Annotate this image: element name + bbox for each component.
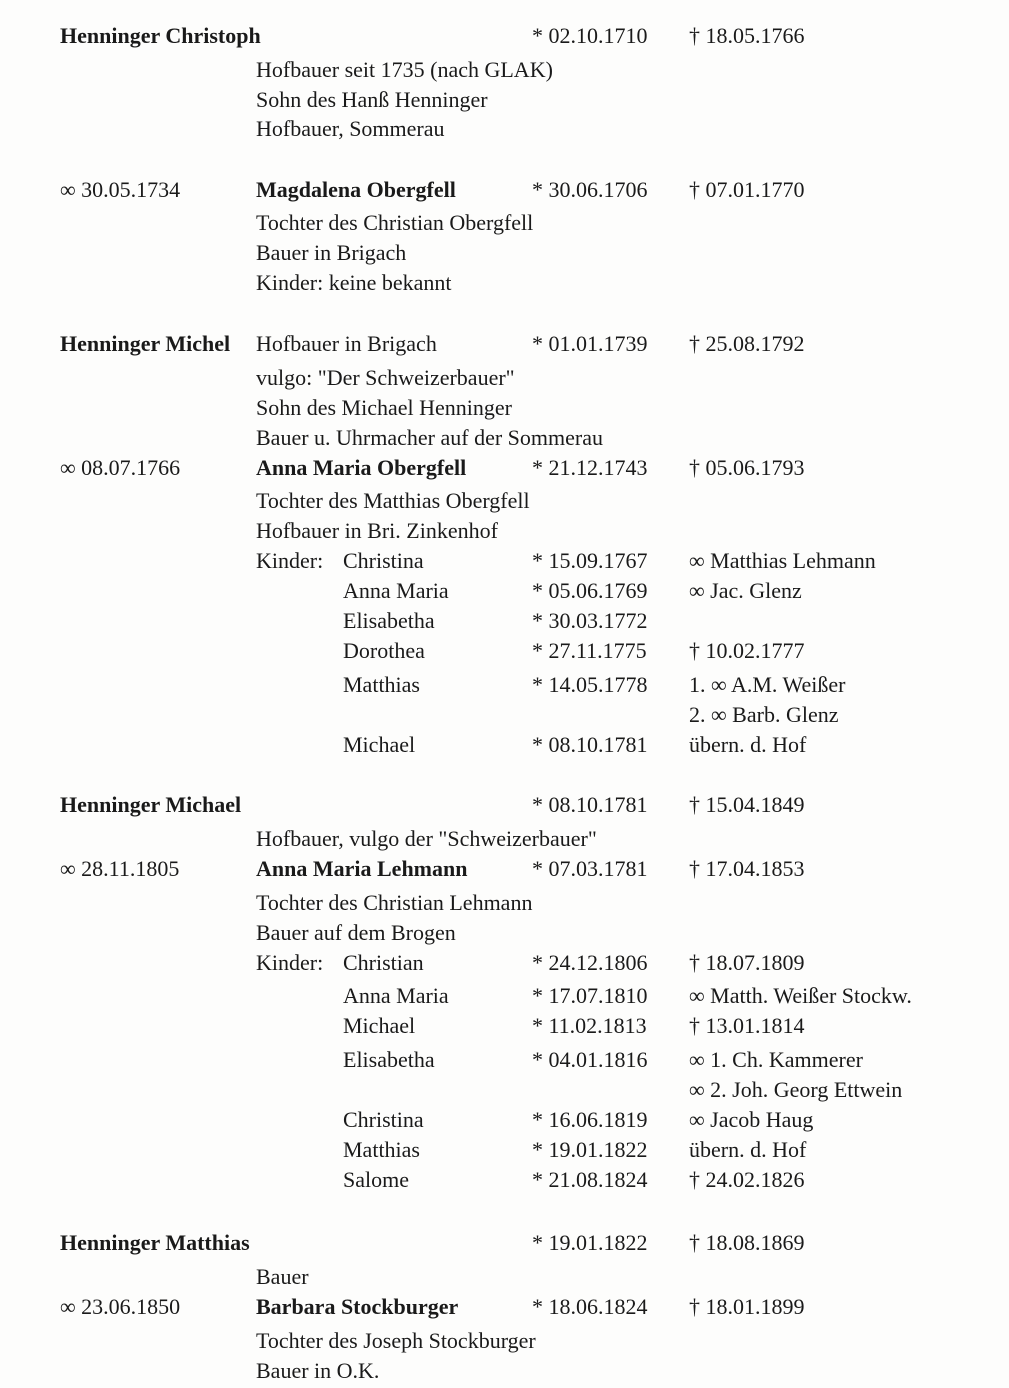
child-name: Matthias xyxy=(343,672,420,697)
detail-line: Sohn des Hanß Henninger xyxy=(256,87,488,112)
child-note: übern. d. Hof xyxy=(689,1137,807,1162)
spouse-name: Barbara Stockburger xyxy=(256,1294,459,1319)
child-note: ∞ 1. Ch. Kammerer xyxy=(689,1047,863,1072)
detail-line: Hofbauer seit 1735 (nach GLAK) xyxy=(256,57,553,82)
person-name: Henninger Michael xyxy=(60,792,242,817)
child-birth-date: * 24.12.1806 xyxy=(532,950,648,975)
child-name: Michael xyxy=(343,1013,416,1038)
child-birth-date: * 21.08.1824 xyxy=(532,1167,648,1192)
child-birth-date: * 04.01.1816 xyxy=(532,1047,648,1072)
birth-date: * 02.10.1710 xyxy=(532,23,648,48)
children-label: Kinder: xyxy=(256,548,324,573)
spouse-death-date: † 07.01.1770 xyxy=(689,177,805,202)
child-note: † 18.07.1809 xyxy=(689,950,805,975)
spouse-death-date: † 05.06.1793 xyxy=(689,455,805,480)
child-note: ∞ 2. Joh. Georg Ettwein xyxy=(689,1077,903,1102)
child-birth-date: * 16.06.1819 xyxy=(532,1107,648,1132)
spouse-detail-line: Bauer in Brigach xyxy=(256,240,407,265)
spouse-death-date: † 18.01.1899 xyxy=(689,1294,805,1319)
child-name: Christina xyxy=(343,1107,424,1132)
child-note: ∞ Jac. Glenz xyxy=(689,578,802,603)
person-name: Henninger Michel xyxy=(60,331,231,356)
detail-line: vulgo: "Der Schweizerbauer" xyxy=(256,365,515,390)
death-date: † 25.08.1792 xyxy=(689,331,805,356)
spouse-birth-date: * 30.06.1706 xyxy=(532,177,648,202)
birth-date: * 01.01.1739 xyxy=(532,331,648,356)
death-date: † 18.08.1869 xyxy=(689,1230,805,1255)
child-note: † 13.01.1814 xyxy=(689,1013,805,1038)
children-label: Kinder: xyxy=(256,950,324,975)
spouse-name: Anna Maria Obergfell xyxy=(256,455,467,480)
child-note: † 10.02.1777 xyxy=(689,638,805,663)
child-birth-date: * 27.11.1775 xyxy=(532,638,647,663)
spouse-detail-line: Bauer auf dem Brogen xyxy=(256,920,456,945)
spouse-detail-line: Tochter des Joseph Stockburger xyxy=(256,1328,536,1353)
child-birth-date: * 17.07.1810 xyxy=(532,983,648,1008)
person-name: Henninger Matthias xyxy=(60,1230,250,1255)
occupation: Hofbauer in Brigach xyxy=(256,331,437,356)
marriage-date: ∞ 23.06.1850 xyxy=(60,1294,181,1319)
child-birth-date: * 19.01.1822 xyxy=(532,1137,648,1162)
child-name: Michael xyxy=(343,732,416,757)
child-note: 2. ∞ Barb. Glenz xyxy=(689,702,839,727)
birth-date: * 08.10.1781 xyxy=(532,792,648,817)
spouse-birth-date: * 21.12.1743 xyxy=(532,455,648,480)
detail-line: Bauer xyxy=(256,1264,309,1289)
marriage-date: ∞ 30.05.1734 xyxy=(60,177,181,202)
detail-line: Hofbauer, Sommerau xyxy=(256,116,445,141)
spouse-birth-date: * 18.06.1824 xyxy=(532,1294,648,1319)
spouse-death-date: † 17.04.1853 xyxy=(689,856,805,881)
child-note: übern. d. Hof xyxy=(689,732,807,757)
child-name: Christina xyxy=(343,548,424,573)
spouse-birth-date: * 07.03.1781 xyxy=(532,856,648,881)
child-note: 1. ∞ A.M. Weißer xyxy=(689,672,846,697)
child-name: Elisabetha xyxy=(343,1047,435,1072)
child-name: Dorothea xyxy=(343,638,425,663)
spouse-detail-line: Tochter des Christian Lehmann xyxy=(256,890,533,915)
child-note: ∞ Jacob Haug xyxy=(689,1107,814,1132)
death-date: † 18.05.1766 xyxy=(689,23,805,48)
child-birth-date: * 05.06.1769 xyxy=(532,578,648,603)
child-birth-date: * 11.02.1813 xyxy=(532,1013,647,1038)
child-name: Christian xyxy=(343,950,424,975)
person-name: Henninger Christoph xyxy=(60,23,261,48)
spouse-detail-line: Kinder: keine bekannt xyxy=(256,270,452,295)
detail-line: Bauer u. Uhrmacher auf der Sommerau xyxy=(256,425,603,450)
marriage-date: ∞ 28.11.1805 xyxy=(60,856,180,881)
spouse-detail-line: Bauer in O.K. xyxy=(256,1358,380,1383)
child-name: Salome xyxy=(343,1167,409,1192)
death-date: † 15.04.1849 xyxy=(689,792,805,817)
marriage-date: ∞ 08.07.1766 xyxy=(60,455,181,480)
child-birth-date: * 30.03.1772 xyxy=(532,608,648,633)
spouse-detail-line: Tochter des Matthias Obergfell xyxy=(256,488,530,513)
child-name: Anna Maria xyxy=(343,578,449,603)
child-name: Anna Maria xyxy=(343,983,449,1008)
spouse-name: Magdalena Obergfell xyxy=(256,177,456,202)
child-name: Matthias xyxy=(343,1137,420,1162)
detail-line: Hofbauer, vulgo der "Schweizerbauer" xyxy=(256,826,597,851)
birth-date: * 19.01.1822 xyxy=(532,1230,648,1255)
spouse-name: Anna Maria Lehmann xyxy=(256,856,468,881)
child-name: Elisabetha xyxy=(343,608,435,633)
child-note: ∞ Matth. Weißer Stockw. xyxy=(689,983,912,1008)
child-note: ∞ Matthias Lehmann xyxy=(689,548,876,573)
child-note: † 24.02.1826 xyxy=(689,1167,805,1192)
spouse-detail-line: Tochter des Christian Obergfell xyxy=(256,210,534,235)
detail-line: Sohn des Michael Henninger xyxy=(256,395,512,420)
child-birth-date: * 08.10.1781 xyxy=(532,732,648,757)
child-birth-date: * 15.09.1767 xyxy=(532,548,648,573)
spouse-detail-line: Hofbauer in Bri. Zinkenhof xyxy=(256,518,498,543)
child-birth-date: * 14.05.1778 xyxy=(532,672,648,697)
